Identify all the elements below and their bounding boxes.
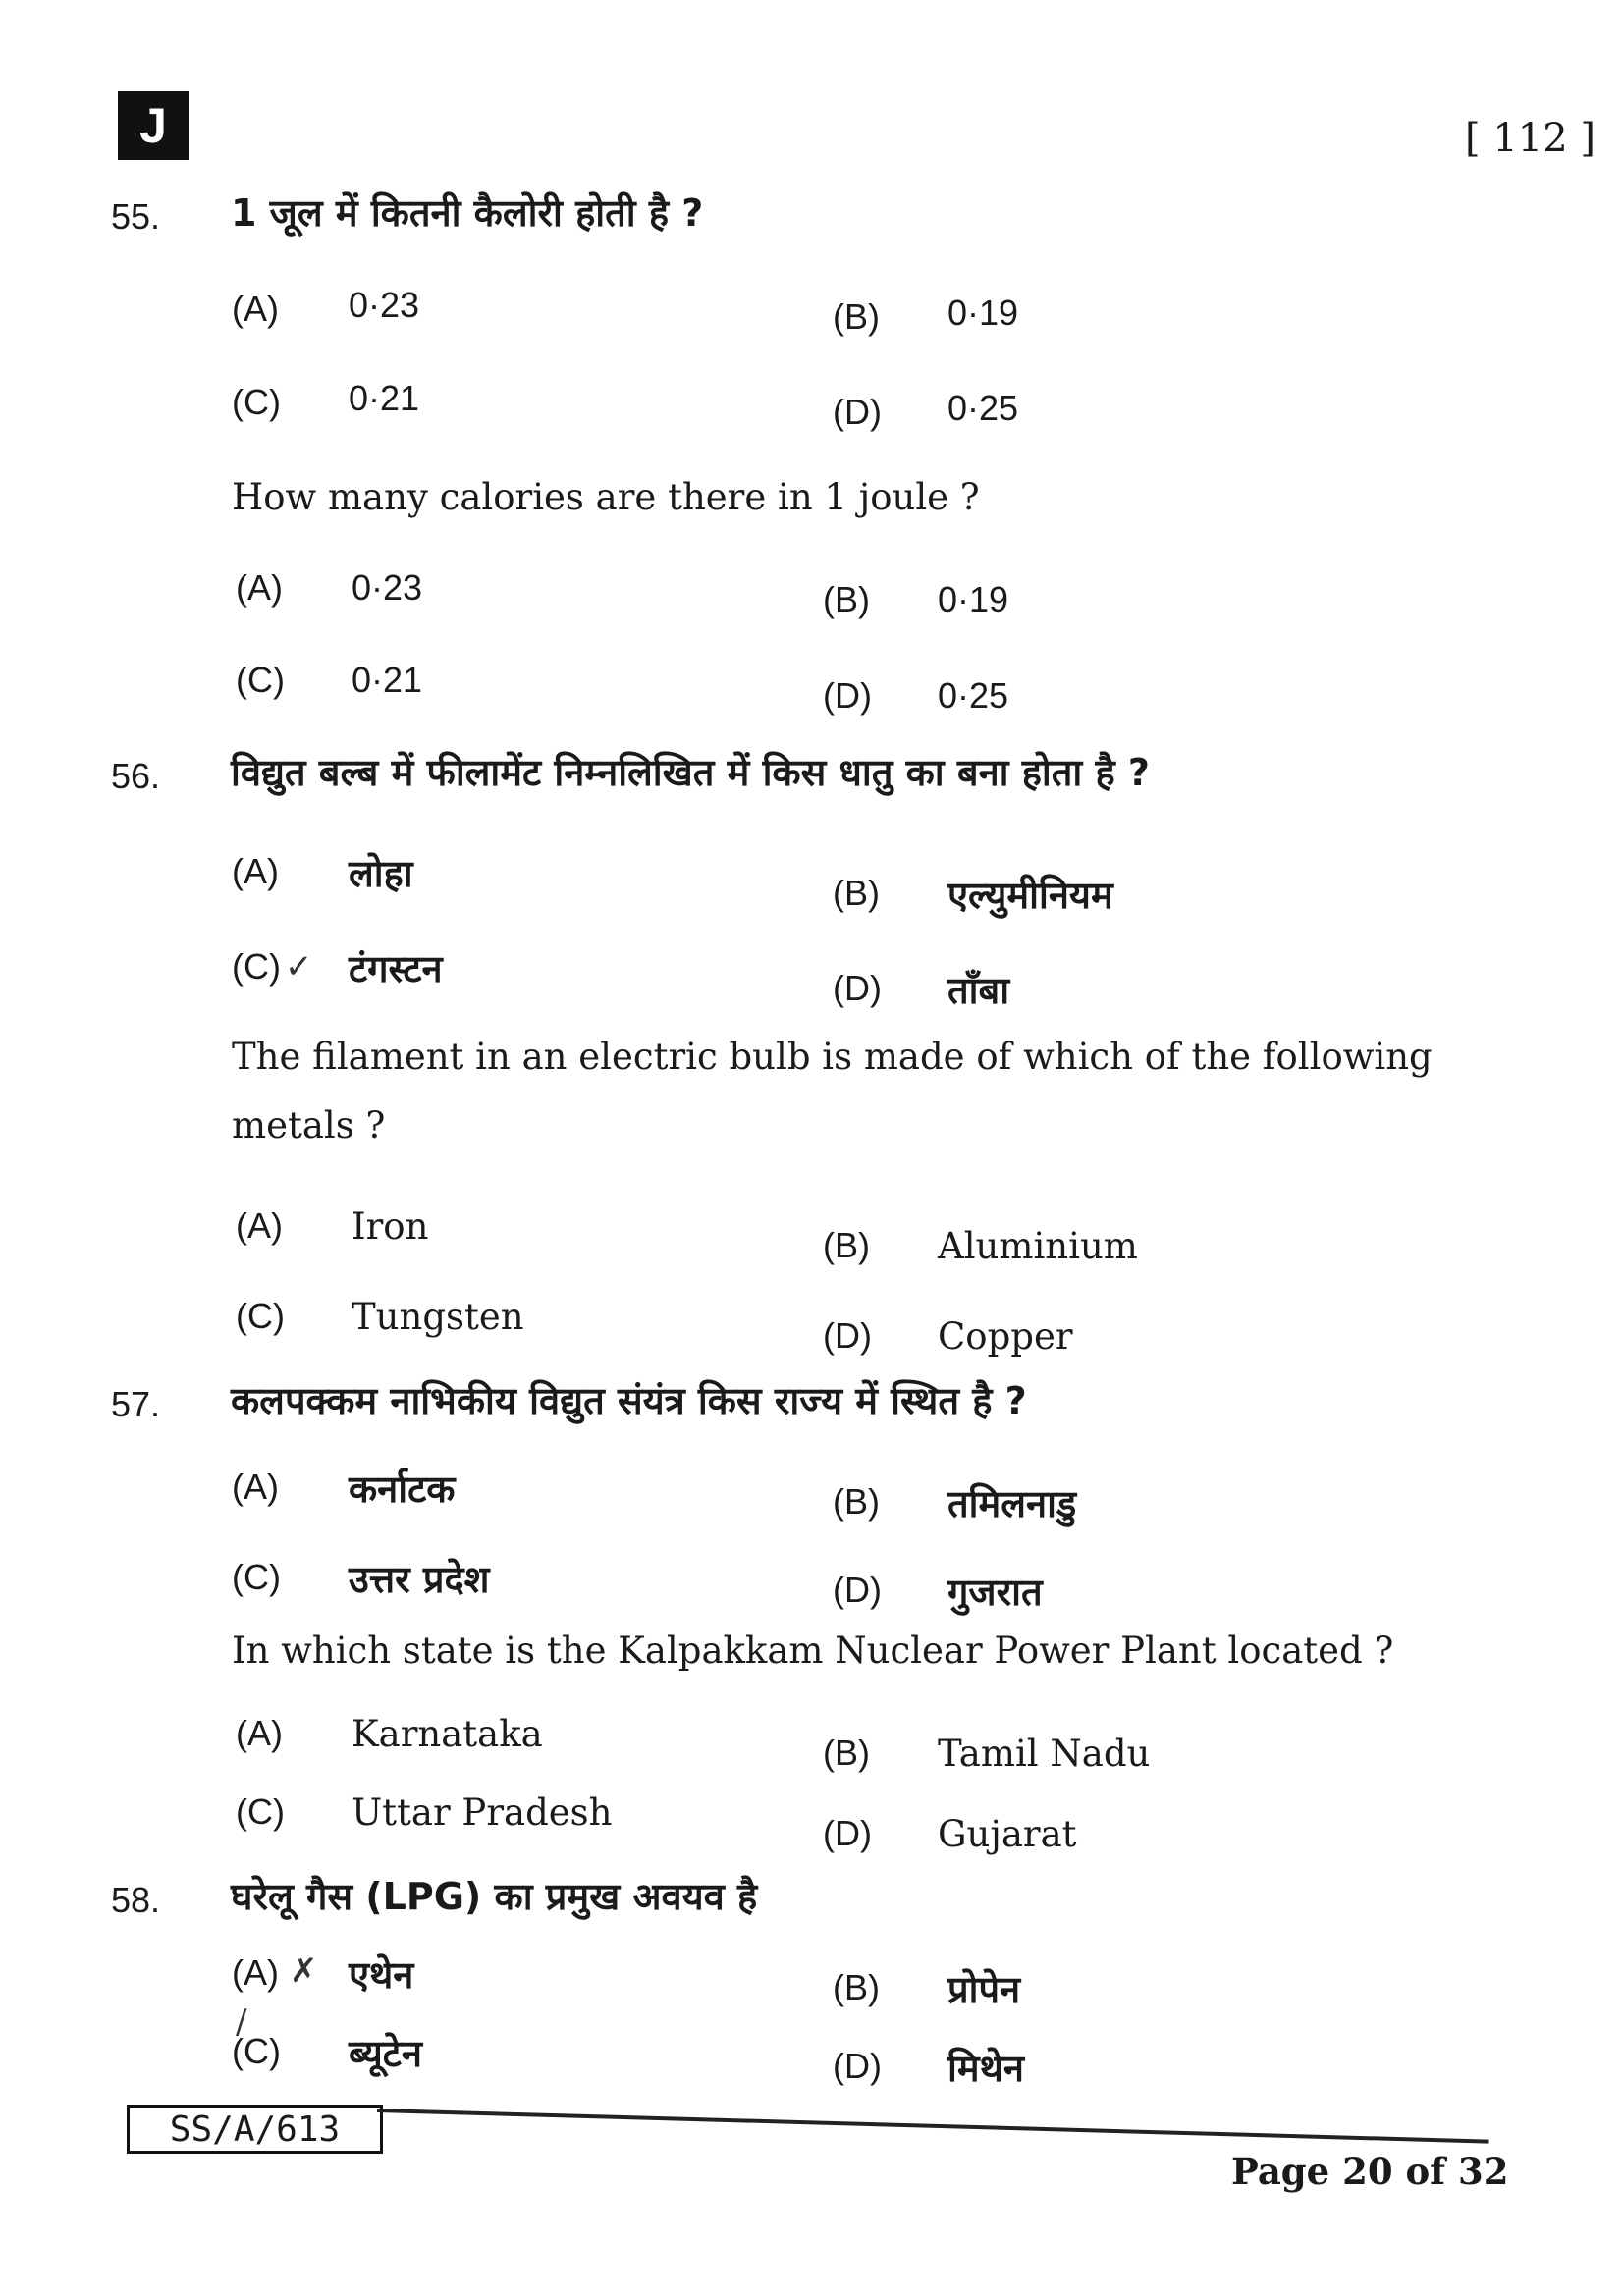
option-text: Uttar Pradesh bbox=[352, 1791, 613, 1834]
option-label: (C) bbox=[236, 1791, 285, 1832]
series-badge: J bbox=[118, 91, 189, 160]
option-text: 0·25 bbox=[938, 675, 1009, 716]
option-text: एल्युमीनियम bbox=[947, 874, 1113, 917]
option-label: (A) bbox=[236, 1713, 283, 1753]
option-label: (D) bbox=[833, 1570, 882, 1610]
question-text-hindi: विद्युत बल्ब में फीलामेंट निम्नलिखित में किस धातु का बना होता है ? bbox=[231, 751, 1150, 794]
option-text: कर्नाटक bbox=[349, 1468, 456, 1511]
option-text: 0·23 bbox=[352, 567, 423, 608]
option-label: (A) bbox=[232, 1952, 279, 1993]
option-label: (D) bbox=[833, 392, 882, 432]
question-text-english: How many calories are there in 1 joule ? bbox=[232, 476, 980, 518]
option-text: 0·25 bbox=[947, 388, 1019, 428]
option-text: 0·23 bbox=[349, 285, 420, 325]
question-number: 55. bbox=[111, 196, 161, 237]
option-text: गुजरात bbox=[947, 1571, 1043, 1614]
question-text-hindi: कलपक्कम नाभिकीय विद्युत संयंत्र किस राज्य में स्थित है ? bbox=[231, 1379, 1027, 1422]
paper-code-bracket: [ 112 ] bbox=[1465, 116, 1596, 161]
footer-divider bbox=[377, 2109, 1489, 2144]
option-text: ब्यूटेन bbox=[349, 2032, 423, 2075]
question-number: 56. bbox=[111, 756, 161, 796]
option-text: उत्तर प्रदेश bbox=[349, 1558, 490, 1601]
option-label: (A) bbox=[232, 851, 279, 891]
question-text-english: The filament in an electric bulb is made of which of the following bbox=[232, 1036, 1433, 1078]
option-label: (D) bbox=[833, 968, 882, 1008]
option-label: (B) bbox=[833, 1481, 880, 1522]
option-text: एथेन bbox=[349, 1953, 414, 1997]
handwritten-tick-mark: / bbox=[236, 2002, 247, 2042]
handwritten-tick-mark: ✓ bbox=[285, 947, 313, 987]
option-label: (B) bbox=[833, 1967, 880, 2007]
option-text: Tungsten bbox=[352, 1296, 524, 1338]
option-label: (B) bbox=[833, 873, 880, 913]
option-label: (A) bbox=[236, 567, 283, 608]
page-number: Page 20 of 32 bbox=[1231, 2150, 1509, 2193]
option-label: (B) bbox=[833, 296, 880, 337]
option-text: 0·19 bbox=[947, 293, 1019, 333]
option-label: (C) bbox=[232, 2031, 281, 2071]
question-text-hindi: घरेलू गैस (LPG) का प्रमुख अवयव है bbox=[231, 1875, 758, 1918]
question-text-english: metals ? bbox=[232, 1104, 386, 1147]
option-text: 0·19 bbox=[938, 579, 1009, 619]
question-text-hindi: 1 जूल में कितनी कैलोरी होती है ? bbox=[231, 191, 704, 235]
option-label: (C) bbox=[236, 660, 285, 700]
option-label: (B) bbox=[823, 579, 870, 619]
option-text: Copper bbox=[938, 1315, 1073, 1358]
option-text: लोहा bbox=[349, 852, 413, 895]
option-label: (B) bbox=[823, 1225, 870, 1265]
paper-code-box: SS/A/613 bbox=[127, 2105, 383, 2154]
option-text: टंगस्टन bbox=[349, 947, 443, 990]
option-label: (C) bbox=[232, 1557, 281, 1597]
option-label: (D) bbox=[823, 1315, 872, 1356]
option-text: ताँबा bbox=[947, 969, 1010, 1012]
question-number: 58. bbox=[111, 1880, 161, 1920]
question-text-english: In which state is the Kalpakkam Nuclear Power Plant located ? bbox=[232, 1629, 1394, 1672]
option-text: तमिलनाडु bbox=[947, 1482, 1077, 1525]
option-text: Tamil Nadu bbox=[938, 1733, 1151, 1775]
option-text: Karnataka bbox=[352, 1713, 543, 1755]
handwritten-tick-mark: ✗ bbox=[290, 1951, 318, 1991]
option-label: (C) bbox=[232, 946, 281, 987]
option-label: (A) bbox=[232, 289, 279, 329]
option-text: Iron bbox=[352, 1205, 429, 1248]
option-label: (D) bbox=[823, 675, 872, 716]
option-text: Aluminium bbox=[938, 1225, 1138, 1267]
option-label: (A) bbox=[232, 1467, 279, 1507]
option-text: 0·21 bbox=[349, 378, 420, 418]
option-text: प्रोपेन bbox=[947, 1968, 1021, 2011]
option-label: (C) bbox=[236, 1296, 285, 1336]
option-label: (C) bbox=[232, 382, 281, 422]
option-text: Gujarat bbox=[938, 1813, 1077, 1855]
option-label: (B) bbox=[823, 1733, 870, 1773]
option-label: (A) bbox=[236, 1205, 283, 1246]
option-label: (D) bbox=[823, 1813, 872, 1853]
option-label: (D) bbox=[833, 2046, 882, 2086]
option-text: मिथेन bbox=[947, 2047, 1024, 2090]
question-number: 57. bbox=[111, 1384, 161, 1424]
option-text: 0·21 bbox=[352, 660, 423, 700]
